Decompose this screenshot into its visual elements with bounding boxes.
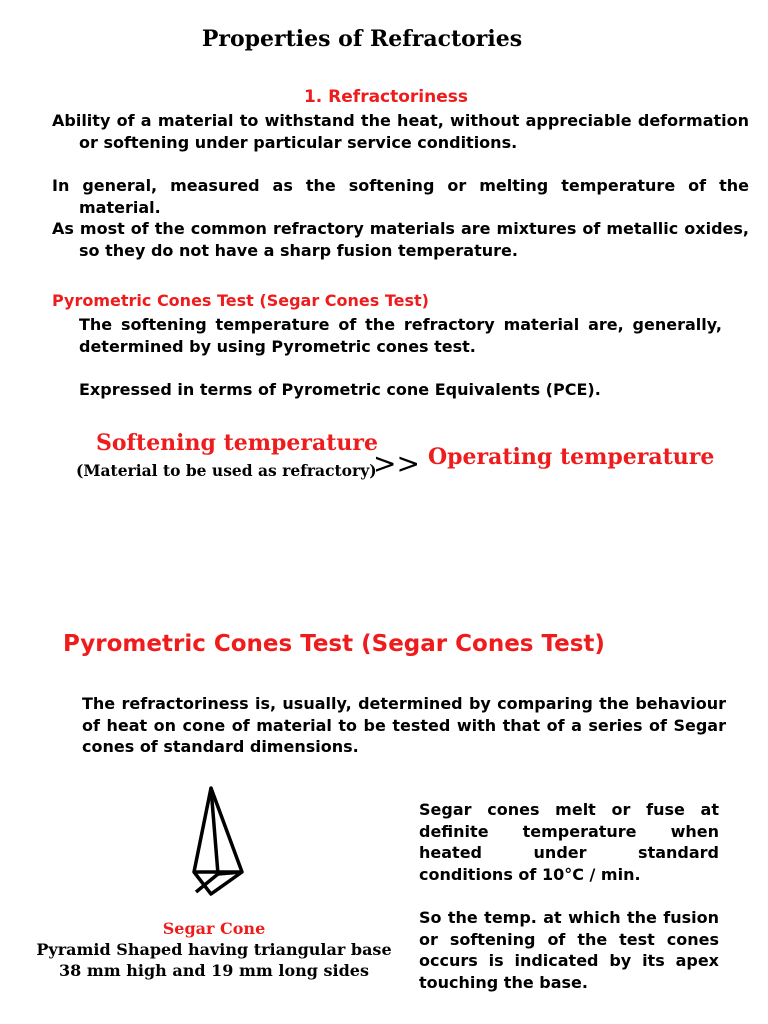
pce-paragraph: Expressed in terms of Pyrometric cone Equivalents (PCE). — [79, 380, 601, 399]
cone-shape-description: Pyramid Shaped having triangular base — [36, 940, 392, 959]
segar-cones-test-title: Pyrometric Cones Test (Segar Cones Test) — [63, 631, 605, 657]
measurement-paragraph: In general, measured as the softening or melting temperature of the material. — [52, 176, 749, 217]
apex-paragraph: So the temp. at which the fusion or softening of the test cones occurs is indicated by its apex touching the base. — [419, 908, 719, 992]
oxides-paragraph: As most of the common refractory materials are mixtures of metallic oxides, so they do not have a sharp fusion temperature. — [52, 219, 749, 260]
much-greater-operator: >> — [373, 447, 420, 480]
segar-cone-figure — [188, 782, 248, 912]
definition-paragraph: Ability of a material to withstand the heat, without appreciable deformation or softening under particular service conditions. — [52, 111, 749, 152]
refractoriness-intro-paragraph: The refractoriness is, usually, determined by comparing the behaviour of heat on cone of material to be tested with that of a series of Segar cones of standard dimensions. — [82, 694, 726, 756]
pyrometric-cones-subheading: Pyrometric Cones Test (Segar Cones Test) — [52, 291, 429, 310]
softening-temperature-label: Softening temperature — [96, 430, 378, 456]
page-title: Properties of Refractories — [201, 26, 523, 52]
material-note: (Material to be used as refractory) — [76, 461, 377, 480]
melt-paragraph: Segar cones melt or fuse at definite temperature when heated under standard conditions of 10°C / min. — [419, 800, 719, 884]
segar-cone-drawing — [194, 788, 242, 894]
cone-dimensions-description: 38 mm high and 19 mm long sides — [59, 961, 369, 980]
refractoriness-heading: 1. Refractoriness — [303, 87, 469, 107]
softening-paragraph: The softening temperature of the refractory material are, generally, determined by using Pyrometric cones test. — [79, 315, 722, 356]
segar-cone-label: Segar Cone — [162, 919, 266, 938]
operating-temperature-label: Operating temperature — [428, 444, 715, 470]
